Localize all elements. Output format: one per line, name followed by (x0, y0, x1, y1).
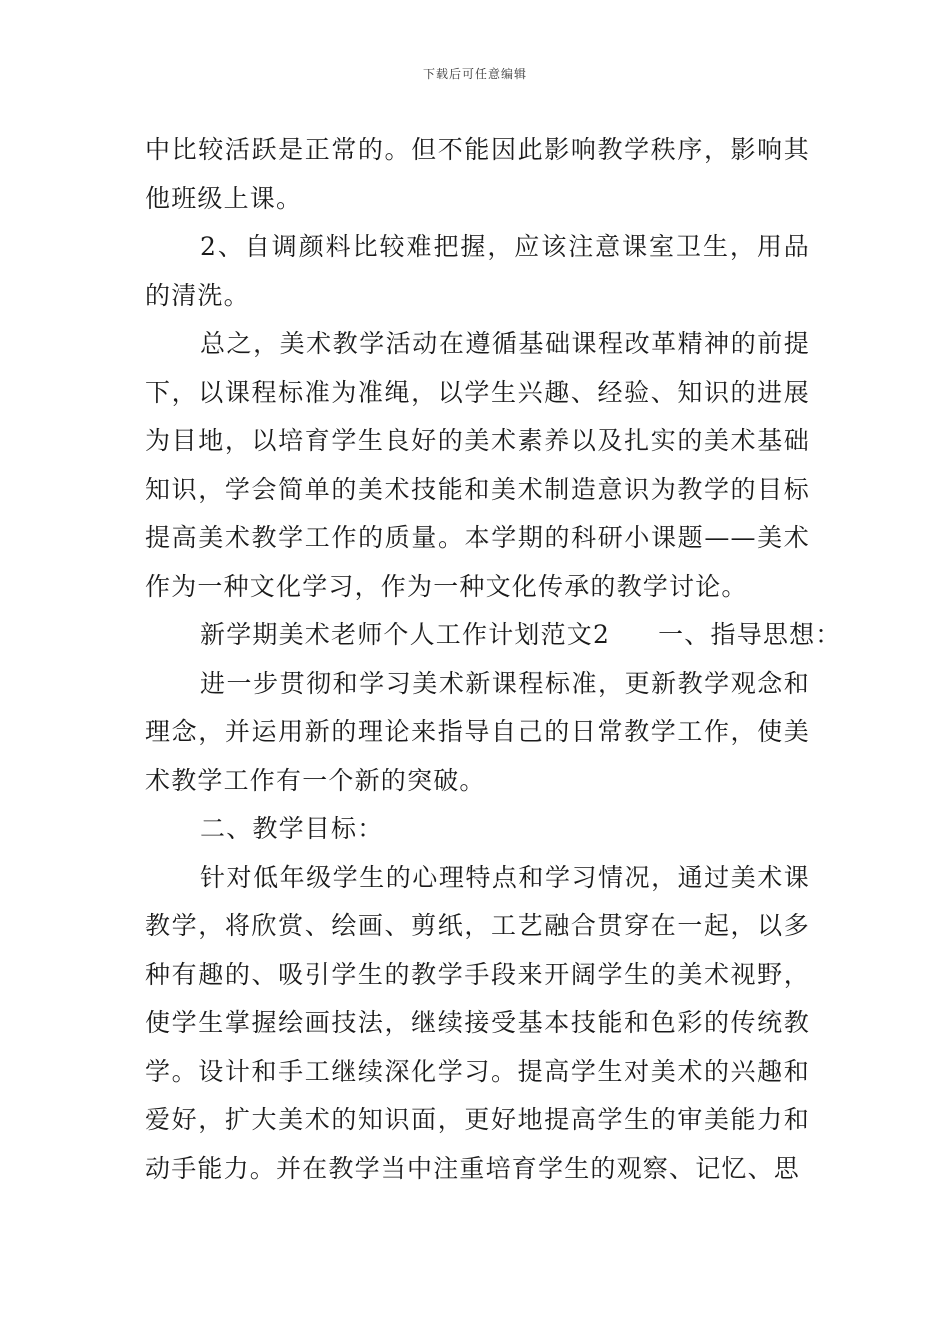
document-body (145, 126, 842, 1193)
paragraph-guiding-thought: 进一步贯彻和学习美术新课程标准，更新教学观念和理念，并运用新的理论来指导自己的日常教学工作，使美术教学工作有一个新的突破。 (145, 668, 810, 795)
paragraph-item-2: 2、自调颜料比较难把握，应该注意课室卫生，用品的清洗。 (145, 232, 810, 310)
paragraph-continued: 中比较活跃是正常的。但不能因此影响教学秩序，影响其他班级上课。 (145, 135, 810, 213)
plan-title: 新学期美术老师个人工作计划范文2 (200, 620, 611, 649)
header-note: 下载后可任意编辑 (422, 67, 527, 81)
section-heading-teaching-goals: 二、教学目标： (200, 814, 384, 843)
section-heading-guiding-thought: 一、指导思想： (658, 620, 842, 649)
paragraph-summary: 总之，美术教学活动在遵循基础课程改革精神的前提下，以课程标准为准绳，以学生兴趣、经验、知识的进展为目地，以培育学生良好的美术素养以及扎实的美术基础知识，学会简单的美术技能和美术制造意识为教学的目标提高美术教学工作的质量。本学期的科研小课题——美术作为一种文化学习，作为一种文化传承的教学讨论。 (145, 329, 810, 601)
section-title-line (145, 611, 842, 660)
paragraph-teaching-goals: 针对低年级学生的心理特点和学习情况，通过美术课教学，将欣赏、绘画、剪纸，工艺融合贯穿在一起，以多种有趣的、吸引学生的教学手段来开阔学生的美术视野，使学生掌握绘画技法，继续接受基本技能和色彩的传统教学。设计和手工继续深化学习。提高学生对美术的兴趣和爱好，扩大美术的知识面，更好地提高学生的审美能力和动手能力。并在教学当中注重培育学生的观察、记忆、思 (145, 862, 810, 1183)
